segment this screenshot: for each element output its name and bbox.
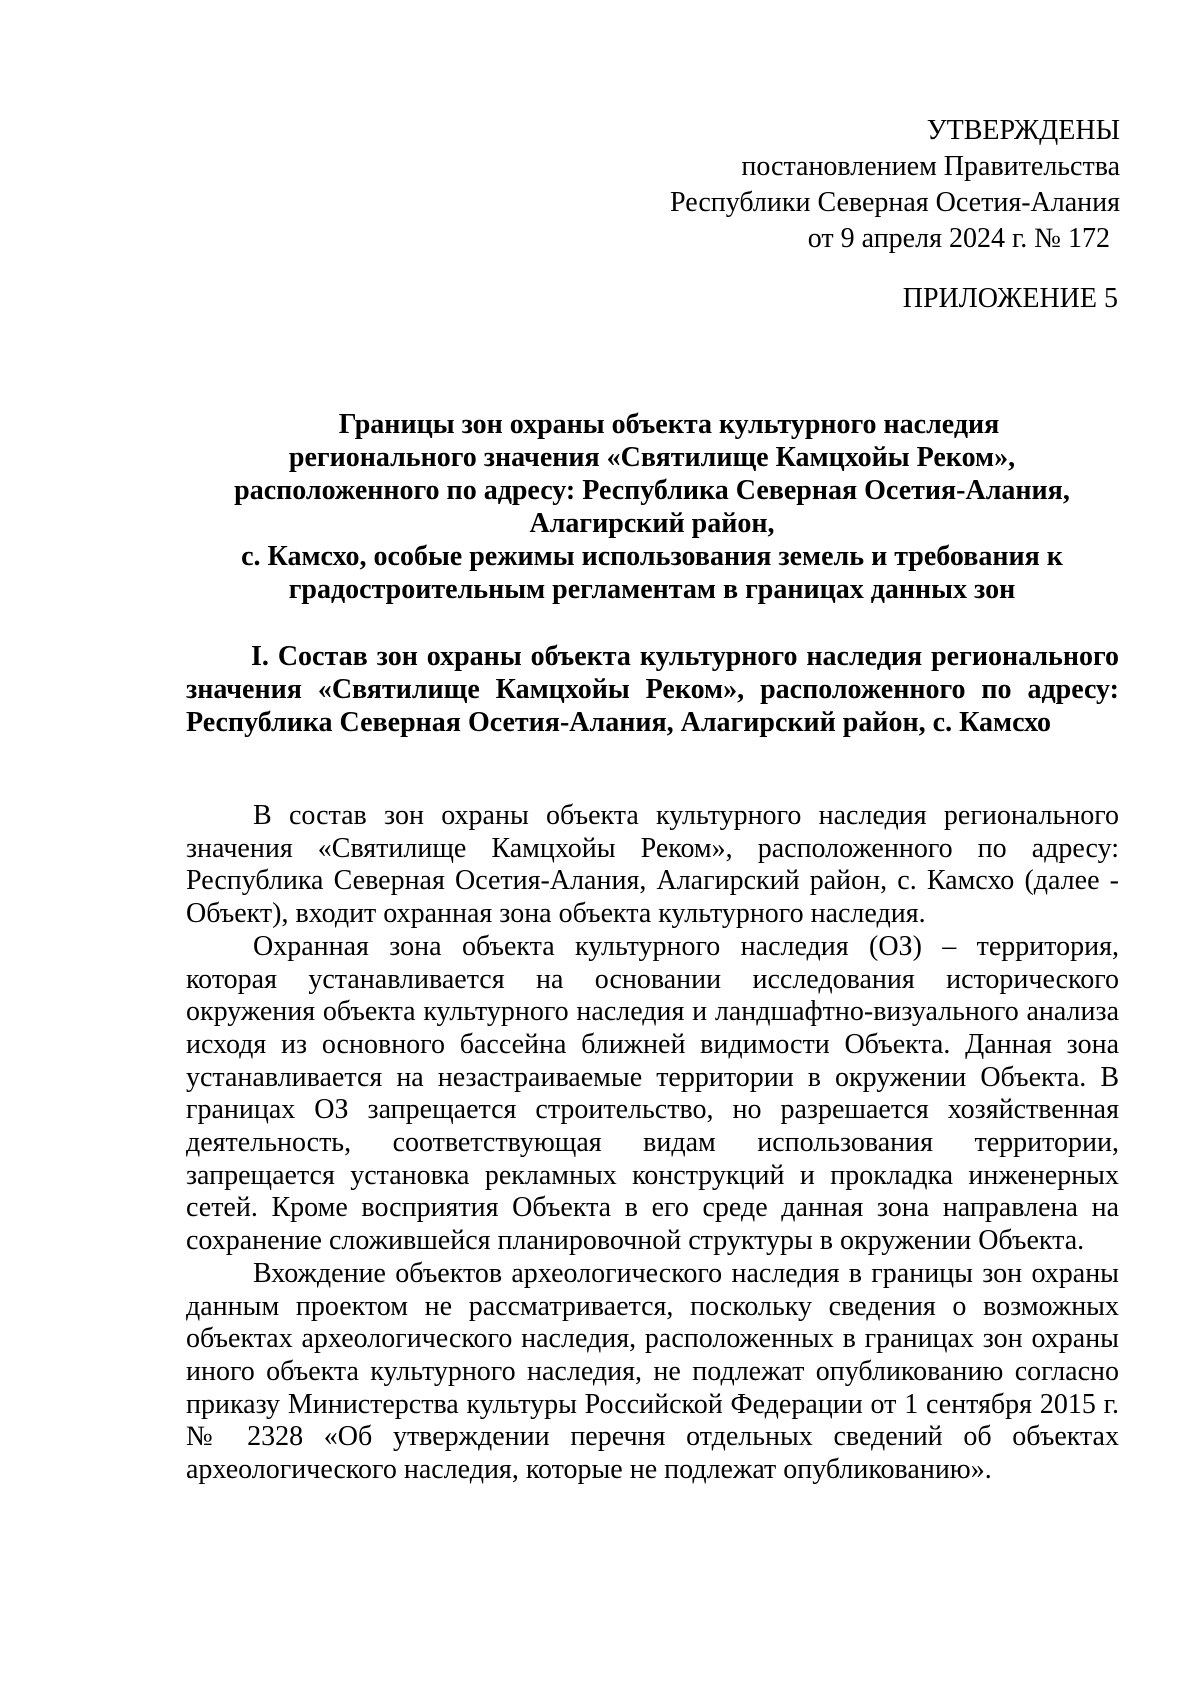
title-line: градостроительным регламентам в границах данных зон xyxy=(288,574,1016,605)
title-line: с. Камсхо, особые режимы использования земель и требования к xyxy=(241,541,1063,572)
title-line: Алагирский район, xyxy=(529,508,775,539)
approval-resolution-line: постановлением Правительства xyxy=(741,151,1120,182)
paragraph-archaeology: Вхождение объектов археологического наследия в границы зон охраны данным проектом не рассматривается, поскольку сведения о возможных объектах археологического наследия, расположенных в границах зон охраны иного объекта культурного наследия, не подлежат опубликованию согласно приказу Министерства культуры Российской Федерации от 1 сентября 2015 г. № 2328 «Об утверждении перечня отдельных сведений об объектах археологического наследия, которые не подлежат опубликованию». xyxy=(186,1257,1119,1486)
title-line: регионального значения «Святилище Камцхойы Реком», xyxy=(288,442,1016,473)
approval-date-line: от 9 апреля 2024 г. № 172 xyxy=(807,223,1110,254)
paragraph-composition: В состав зон охраны объекта культурного наследия регионального значения «Святилище Камцхойы Реком», расположенного по адресу: Республика Северная Осетия-Алания, Алагирский район, с. Камсхо (далее - Объект), входит охранная зона объекта культурного наследия. xyxy=(186,800,1119,930)
section-heading: I. Состав зон охраны объекта культурного наследия регионального значения «Святилище Камцхойы Реком», расположенного по адресу: Республика Северная Осетия-Алания, Алагирский район, с. Камсхо xyxy=(186,641,1119,738)
approval-block xyxy=(560,113,1120,257)
paragraph-protection-zone: Охранная зона объекта культурного наследия (ОЗ) – территория, которая устанавливается на основании исследования исторического окружения объекта культурного наследия и ландшафтно-визуального анализа исходя из основного бассейна ближней видимости Объекта. Данная зона устанавливается на незастраиваемые территории в окружении Объекта. В границах ОЗ запрещается строительство, но разрешается хозяйственная деятельность, соответствующая видам использования территории, запрещается установка рекламных конструкций и прокладка инженерных сетей. Кроме восприятия Объекта в его среде данная зона направлена на сохранение сложившейся планировочной структуры в окружении Объекта. xyxy=(186,930,1119,1257)
approval-government-line: Республики Северная Осетия-Алания xyxy=(670,187,1120,218)
document-title xyxy=(186,408,1118,606)
appendix-label: ПРИЛОЖЕНИЕ 5 xyxy=(902,283,1118,314)
title-line: Границы зон охраны объекта культурного наследия xyxy=(338,409,1000,440)
title-line: расположенного по адресу: Республика Северная Осетия-Алания, xyxy=(234,475,1070,506)
approval-heading: УТВЕРЖДЕНЫ xyxy=(926,115,1120,146)
body-text xyxy=(186,800,1119,1487)
